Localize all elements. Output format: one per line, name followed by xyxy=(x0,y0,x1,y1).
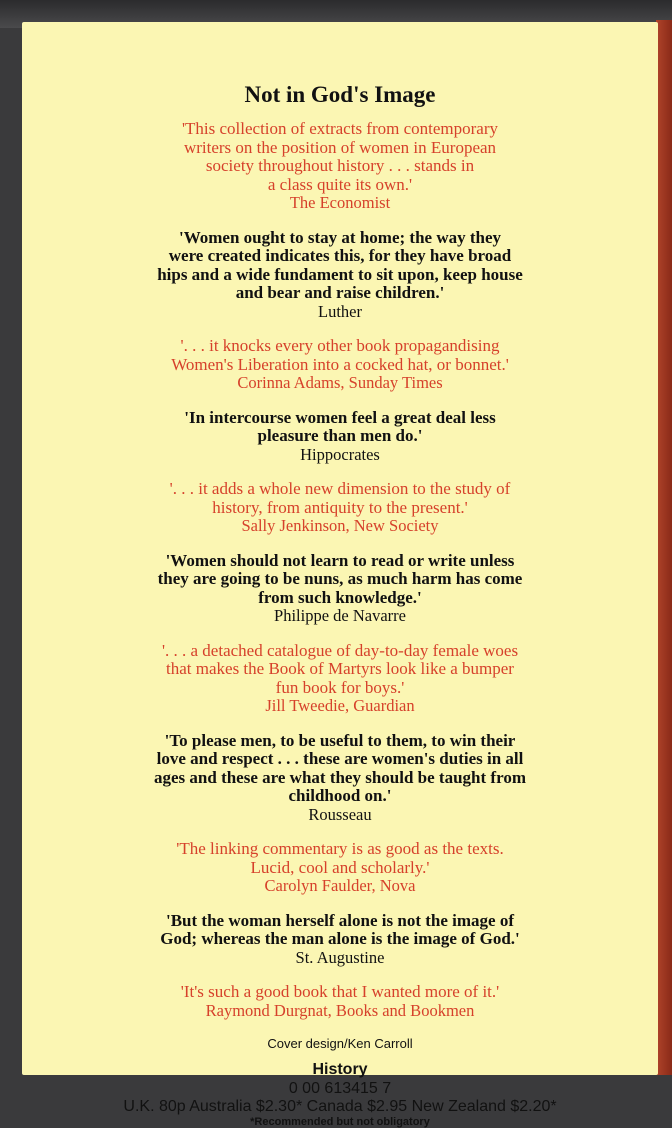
quote-line: were created indicates this, for they have broad xyxy=(168,246,512,265)
quote-line: Women's Liberation into a cocked hat, or bonnet.' xyxy=(171,354,509,374)
quote-line: 'This collection of extracts from contemporary xyxy=(181,119,499,138)
quote-attribution: Sally Jenkinson, New Society xyxy=(241,516,439,535)
quote-attribution: Luther xyxy=(318,301,362,321)
quote-st-augustine xyxy=(80,912,600,968)
quote-line: society throughout history . . . stands in xyxy=(205,156,475,175)
cover-text xyxy=(22,82,658,1128)
quote-attribution: Philippe de Navarre xyxy=(274,606,406,625)
quote-line: 'It's such a good book that I wanted more of it.' xyxy=(180,982,500,1001)
quote-books-and-bookmen xyxy=(80,983,600,1020)
quote-line: that makes the Book of Martyrs look like a bumper xyxy=(166,659,514,678)
quote-attribution: Hippocrates xyxy=(300,444,380,464)
quote-line: 'But the woman herself alone is not the image of xyxy=(165,910,514,930)
quote-line: Lucid, cool and scholarly.' xyxy=(250,857,430,877)
quote-nova xyxy=(80,840,600,896)
quote-line: hips and a wide fundament to sit upon, keep house xyxy=(157,264,523,284)
isbn: 0 00 613415 7 xyxy=(288,1080,392,1097)
cover-design-credit: Cover design/Ken Carroll xyxy=(267,1036,413,1051)
quote-attribution: The Economist xyxy=(289,193,391,212)
quote-line: God; whereas the man alone is the image of God.' xyxy=(160,929,520,948)
quote-hippocrates xyxy=(80,409,600,465)
quote-line: 'To please men, to be useful to them, to win their xyxy=(164,730,516,750)
quote-line: 'The linking commentary is as good as the texts. xyxy=(176,839,504,858)
quote-luther xyxy=(80,229,600,322)
quote-line: and bear and raise children.' xyxy=(235,283,445,302)
quote-attribution: St. Augustine xyxy=(295,947,385,967)
quote-attribution: Corinna Adams, Sunday Times xyxy=(237,373,443,392)
quote-line: childhood on.' xyxy=(288,786,392,805)
price-note: *Recommended but not obligatory xyxy=(250,1116,430,1128)
quote-line: from such knowledge.' xyxy=(258,587,422,607)
quote-line: they are going to be nuns, as much harm has come xyxy=(157,569,523,588)
quote-attribution: Rousseau xyxy=(308,804,372,824)
quote-attribution: Carolyn Faulder, Nova xyxy=(264,876,416,895)
quote-line: 'In intercourse women feel a great deal less xyxy=(184,407,496,427)
quote-line: history, from antiquity to the present.' xyxy=(212,497,468,517)
quote-line: '. . . it knocks every other book propagandising xyxy=(180,336,500,355)
category-label: History xyxy=(312,1061,368,1078)
quote-attribution: Jill Tweedie, Guardian xyxy=(265,696,415,715)
quote-philippe-de-navarre xyxy=(80,552,600,626)
quote-attribution: Raymond Durgnat, Books and Bookmen xyxy=(205,1000,475,1020)
quote-sunday-times xyxy=(80,337,600,393)
quote-line: writers on the position of women in European xyxy=(183,137,497,157)
quote-economist xyxy=(80,120,600,213)
quote-line: '. . . it adds a whole new dimension to the study of xyxy=(169,479,511,498)
quote-line: 'Women should not learn to read or write unless xyxy=(165,550,515,570)
quote-line: ages and these are what they should be taught from xyxy=(154,767,526,787)
book-spine xyxy=(656,20,672,1075)
quote-guardian xyxy=(80,642,600,716)
quote-line: 'Women ought to stay at home; the way they xyxy=(178,227,502,247)
quote-line: a class quite its own.' xyxy=(267,174,413,194)
quote-line: '. . . a detached catalogue of day-to-day female woes xyxy=(161,640,519,660)
quote-line: pleasure than men do.' xyxy=(257,426,423,445)
quote-rousseau xyxy=(80,732,600,825)
price-list: U.K. 80p Australia $2.30* Canada $2.95 New Zealand $2.20* xyxy=(123,1098,557,1115)
book-title: Not in God's Image xyxy=(244,82,436,107)
quote-new-society xyxy=(80,480,600,536)
quote-line: fun book for boys.' xyxy=(275,677,405,697)
quote-line: love and respect . . . these are women's duties in all xyxy=(156,749,524,768)
